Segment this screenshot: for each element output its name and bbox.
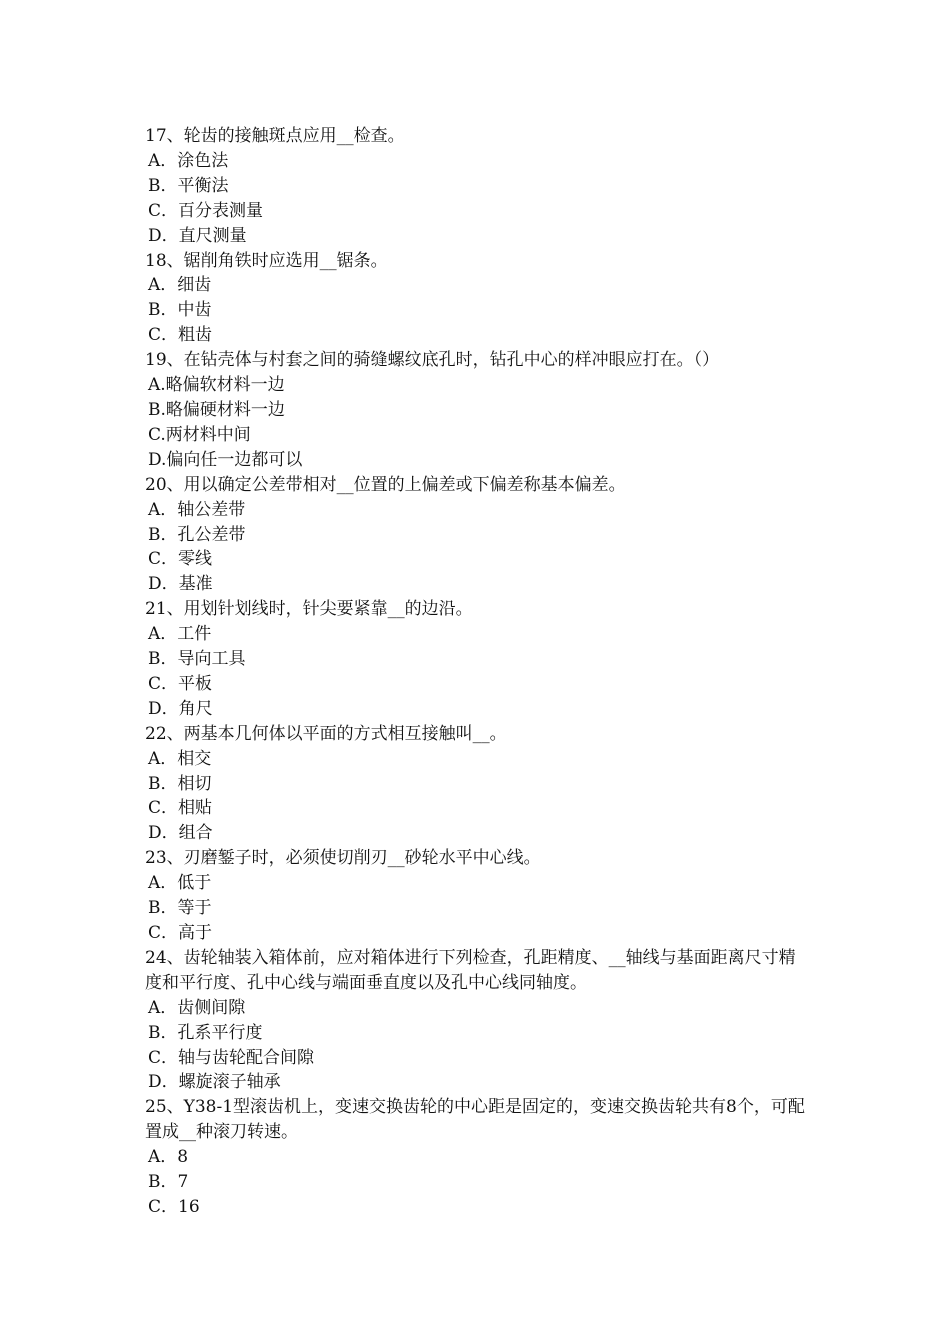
option-b: B．平衡法 xyxy=(148,175,229,196)
option-c: C．高于 xyxy=(148,923,213,943)
option-c: C．相贴 xyxy=(148,798,213,819)
question-stem: 22、两基本几何体以平面的方式相互接触叫__。 xyxy=(145,723,507,744)
option-c: C．粗齿 xyxy=(148,325,213,346)
option-d: D.偏向任一边都可以 xyxy=(148,449,303,470)
option-b: B．等于 xyxy=(148,898,212,919)
question-24 xyxy=(145,946,810,1095)
question-25 xyxy=(145,1095,810,1220)
option-a: A.略偏软材料一边 xyxy=(148,375,285,396)
option-b: B．孔系平行度 xyxy=(148,1022,263,1043)
question-stem: 18、锯削角铁时应选用__锯条。 xyxy=(145,250,388,271)
option-d: D．角尺 xyxy=(148,698,213,719)
option-c: C.两材料中间 xyxy=(148,424,251,445)
option-c: C．百分表测量 xyxy=(148,200,264,221)
option-a: A．齿侧间隙 xyxy=(148,997,246,1018)
option-b: B．孔公差带 xyxy=(148,524,246,545)
option-c: C．16 xyxy=(148,1196,200,1217)
option-a: A．工件 xyxy=(148,624,212,645)
question-21 xyxy=(145,597,810,722)
question-23 xyxy=(145,846,810,946)
option-d: D．组合 xyxy=(148,823,213,844)
question-stem: 21、用划针划线时，针尖要紧靠__的边沿。 xyxy=(145,599,473,620)
question-20 xyxy=(145,473,810,598)
option-b: B．导向工具 xyxy=(148,649,246,670)
option-a: A．相交 xyxy=(148,748,212,769)
option-d: D．直尺测量 xyxy=(148,225,247,246)
question-stem: 19、在钻壳体与村套之间的骑缝螺纹底孔时，钻孔中心的样冲眼应打在。（） xyxy=(145,350,720,371)
option-a: A．8 xyxy=(148,1147,189,1168)
option-a: A．涂色法 xyxy=(148,150,229,171)
question-22 xyxy=(145,722,810,847)
option-d: D．螺旋滚子轴承 xyxy=(148,1072,281,1093)
question-stem: 24、齿轮轴装入箱体前，应对箱体进行下列检查，孔距精度、__轴线与基面距离尺寸精度和平行度、孔中心线与端面垂直度以及孔中心线同轴度。 xyxy=(145,947,796,993)
option-d: D．基准 xyxy=(148,574,213,595)
option-b: B．中齿 xyxy=(148,300,212,321)
option-c: C．零线 xyxy=(148,549,213,570)
question-list xyxy=(145,124,810,1220)
question-stem: 20、用以确定公差带相对__位置的上偏差或下偏差称基本偏差。 xyxy=(145,474,626,495)
option-c: C．轴与齿轮配合间隙 xyxy=(148,1047,315,1068)
option-b: B．7 xyxy=(148,1172,189,1193)
question-19 xyxy=(145,348,810,473)
option-a: A．低于 xyxy=(148,873,212,894)
question-stem: 25、Y38-1型滚齿机上，变速交换齿轮的中心距是固定的，变速交换齿轮共有8个，可配置成__种滚刀转速。 xyxy=(145,1097,805,1143)
question-stem: 17、轮齿的接触斑点应用__检查。 xyxy=(145,126,405,146)
question-stem: 23、刃磨錾子时，必须使切削刃__砂轮水平中心线。 xyxy=(145,848,541,869)
option-a: A．细齿 xyxy=(148,275,212,296)
option-b: B.略偏硬材料一边 xyxy=(148,399,285,420)
option-c: C．平板 xyxy=(148,673,213,694)
question-18 xyxy=(145,249,810,349)
option-b: B．相切 xyxy=(148,773,212,794)
option-a: A．轴公差带 xyxy=(148,499,246,520)
question-17 xyxy=(145,124,810,249)
